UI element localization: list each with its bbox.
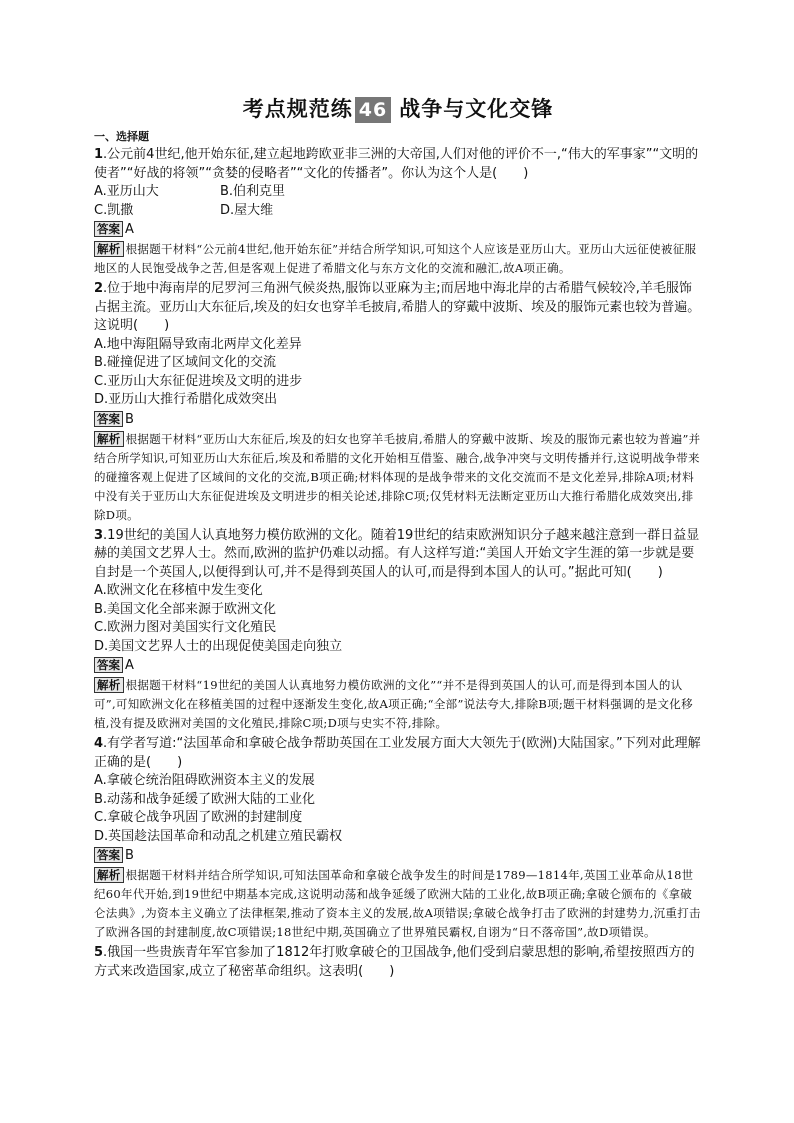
- analysis-row: [94, 430, 702, 525]
- answer-tag: 答案: [94, 657, 123, 673]
- question-2: [94, 280, 702, 525]
- worksheet-page: [94, 94, 702, 983]
- question-stem: [94, 735, 702, 772]
- section-heading: 一、选择题: [94, 130, 149, 143]
- option-c[interactable]: C.拿破仑战争巩固了欧洲的封建制度: [94, 810, 303, 825]
- question-stem: [94, 146, 702, 183]
- answer-row: [94, 221, 702, 239]
- page-title: [94, 94, 702, 124]
- option-b[interactable]: B.动荡和战争延缓了欧洲大陆的工业化: [94, 791, 316, 807]
- analysis-tag: 解析: [94, 241, 124, 257]
- option-d[interactable]: D.亚历山大推行希腊化成效突出: [94, 392, 278, 407]
- option-a[interactable]: A.欧洲文化在移植中发生变化: [94, 583, 263, 598]
- option-d[interactable]: D.屋大维: [220, 202, 274, 218]
- analysis-text: 根据题干材料“19世纪的美国人认真地努力模仿欧洲的文化”“并不是得到英国人的认可,而是得到本国人的认可”,可知欧洲文化在移植美国的过程中逐渐发生变化,故A项正确;“全部”说法夸大,排除B项;题干材料强调的是文化移植,没有提及欧洲对美国的文化殖民,排除C项;D项与史实不符,排除。: [94, 678, 693, 730]
- question-number: 3: [94, 527, 104, 543]
- option-d[interactable]: D.英国趁法国革命和动乱之机建立殖民霸权: [94, 828, 343, 844]
- analysis-row: [94, 866, 702, 942]
- question-3: [94, 527, 702, 734]
- option-a[interactable]: A.亚历山大: [94, 184, 159, 199]
- option-list: [94, 183, 702, 220]
- question-text: .公元前4世纪,他开始东征,建立起地跨欧亚非三洲的大帝国,人们对他的评价不一,“伟大的军事家”“文明的使者”“好战的将领”“贪婪的侵略者”“文化的传播者”。你认为这个人是( ): [94, 147, 699, 181]
- option-a[interactable]: A.拿破仑统治阻碍欧洲资本主义的发展: [94, 773, 315, 788]
- title-prefix: 考点规范练: [242, 97, 353, 121]
- question-number: 5: [94, 945, 104, 960]
- answer-row: [94, 657, 702, 675]
- question-stem: [94, 280, 702, 336]
- option-c[interactable]: C.亚历山大东征促进埃及文明的进步: [94, 373, 303, 389]
- analysis-text: 根据题干材料“公元前4世纪,他开始东征”并结合所学知识,可知这个人应该是亚历山大。亚历山大远征使被征服地区的人民饱受战争之苦,但是客观上促进了希腊文化与东方文化的交流和融汇,故A项正确。: [94, 242, 697, 275]
- question-stem: [94, 944, 702, 981]
- analysis-text: 根据题干材料并结合所学知识,可知法国革命和拿破仑战争发生的时间是1789—1814年,英国工业革命从18世纪60年代开始,到19世纪中期基本完成,这说明动荡和战争延缓了欧洲大陆的工业化,故B项正确;拿破仑颁布的《拿破仑法典》,为资本主义确立了法律框架,推动了资本主义的发展,故A项错误;拿破仑战争打击了欧洲的封建势力,沉重打击了欧洲各国的封建制度,故C项错误;18世纪中期,英国确立了世界殖民霸权,自诩为“日不落帝国”,故D项错误。: [94, 868, 701, 939]
- option-c[interactable]: C.欧洲力图对美国实行文化殖民: [94, 620, 277, 635]
- answer-value: A: [125, 222, 134, 237]
- option-b[interactable]: B.伯利克里: [220, 184, 286, 199]
- analysis-row: [94, 240, 702, 278]
- answer-tag: 答案: [94, 221, 123, 237]
- question-text: .位于地中海南岸的尼罗河三角洲气候炎热,服饰以亚麻为主;而居地中海北岸的古希腊气候较冷,羊毛服饰占据主流。亚历山大东征后,埃及的妇女也穿羊毛披肩,希腊人的穿戴中波斯、埃及的服饰元素也较为普遍。这说明( ): [94, 281, 701, 333]
- option-b[interactable]: B.美国文化全部来源于欧洲文化: [94, 601, 277, 617]
- question-4: [94, 735, 702, 942]
- answer-row: [94, 411, 702, 429]
- analysis-tag: 解析: [94, 677, 124, 693]
- question-number: 4: [94, 736, 104, 751]
- answer-value: B: [125, 848, 134, 863]
- analysis-tag: 解析: [94, 431, 124, 447]
- answer-tag: 答案: [94, 411, 123, 427]
- question-text: .有学者写道:“法国革命和拿破仑战争帮助英国在工业发展方面大大领先于(欧洲)大陆国家。”下列对此理解正确的是( ): [94, 736, 701, 770]
- option-b[interactable]: B.碰撞促进了区域间文化的交流: [94, 355, 277, 370]
- analysis-text: 根据题干材料“亚历山大东征后,埃及的妇女也穿羊毛披肩,希腊人的穿戴中波斯、埃及的服饰元素也较为普遍”并结合所学知识,可知亚历山大东征后,埃及和希腊的文化开始相互借鉴、融合,战争冲突与文明传播并行,这说明战争带来的碰撞客观上促进了区域间的文化的交流,B项正确;材料体现的是战争带来的文化交流而不是文化差异,排除A项;材料中没有关于亚历山大东征促进埃及文明进步的相关论述,排除C项;仅凭材料无法断定亚历山大推行希腊化成效突出,排除D项。: [94, 431, 701, 522]
- title-number-badge: 46: [355, 97, 391, 123]
- answer-value: B: [125, 411, 134, 427]
- question-stem: [94, 527, 702, 583]
- option-d[interactable]: D.美国文艺界人士的出现促使美国走向独立: [94, 638, 343, 654]
- question-5: [94, 944, 702, 981]
- question-number: 2: [94, 281, 104, 296]
- option-c[interactable]: C.凯撒: [94, 202, 134, 218]
- answer-row: [94, 847, 702, 865]
- question-text: .19世纪的美国人认真地努力模仿欧洲的文化。随着19世纪的结束欧洲知识分子越来越注意到一群日益显赫的美国文艺界人士。然而,欧洲的监护仍难以动摇。有人这样写道:“美国人开始文字生涯的第一步就是要自封是一个英国人,以便得到认可,并不是得到英国人的认可,而是得到本国人的认可。”据此可知( ): [94, 527, 700, 580]
- title-topic: 战争与文化交锋: [399, 97, 554, 121]
- question-1: [94, 146, 702, 278]
- question-text: .俄国一些贵族青年军官参加了1812年打败拿破仑的卫国战争,他们受到启蒙思想的影响,希望按照西方的方式来改造国家,成立了秘密革命组织。这表明( ): [94, 945, 695, 979]
- question-number: 1: [94, 147, 104, 162]
- analysis-row: [94, 676, 702, 733]
- option-a[interactable]: A.地中海阻隔导致南北两岸文化差异: [94, 336, 302, 352]
- answer-tag: 答案: [94, 847, 123, 863]
- answer-value: A: [125, 658, 134, 673]
- analysis-tag: 解析: [94, 867, 124, 883]
